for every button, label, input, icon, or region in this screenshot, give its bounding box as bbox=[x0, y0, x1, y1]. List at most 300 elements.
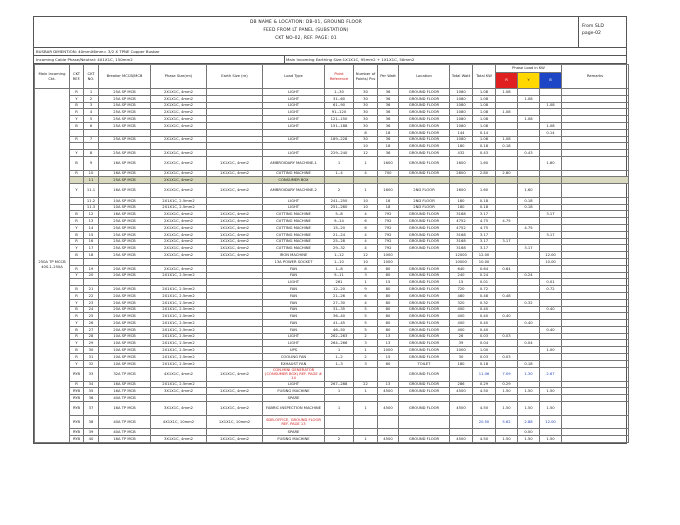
cell-phase-b bbox=[540, 395, 562, 402]
cell-phase-b: 0.72 bbox=[540, 286, 562, 293]
cell-phase-b: 1.50 bbox=[540, 435, 562, 442]
cell-total-watt bbox=[450, 429, 473, 436]
cell-ckt-no: 24 bbox=[84, 306, 99, 313]
cell-earth-size bbox=[207, 109, 263, 116]
cell-total-kw: 3.17 bbox=[473, 245, 496, 252]
cell-load-type: SDB-OFFICE, GROUND FLOOR REF. PAGE 13 bbox=[263, 415, 325, 429]
cell-breaker: 40A TP MCB bbox=[99, 395, 151, 402]
cell-location bbox=[399, 415, 450, 429]
cell-num-points: 8 bbox=[354, 129, 378, 136]
cell-remarks bbox=[562, 333, 629, 340]
cell-load-type: FUSING MACHINE bbox=[263, 435, 325, 442]
cell-phase-size: 2X1X1C, 2.5mm2 bbox=[151, 360, 207, 367]
cell-num-points: 8 bbox=[354, 265, 378, 272]
col-total-watt: Total Watt bbox=[450, 65, 473, 89]
col-per-watt: Per Watt bbox=[378, 65, 399, 89]
cell-location: GROUND FLOOR bbox=[399, 143, 450, 150]
table-row bbox=[35, 326, 629, 333]
table-row bbox=[35, 109, 629, 116]
table-row bbox=[35, 360, 629, 367]
cell-ckt-no: 20 bbox=[84, 272, 99, 279]
cell-load-type: LIGHT bbox=[263, 150, 325, 157]
cell-location: GROUND FLOOR bbox=[399, 272, 450, 279]
cell-remarks bbox=[562, 395, 629, 402]
cell-remarks bbox=[562, 109, 629, 116]
cell-remarks bbox=[562, 218, 629, 225]
cell-num-points: 12 bbox=[354, 252, 378, 259]
cell-phase-b bbox=[540, 95, 562, 102]
cell-total-kw: 0.32 bbox=[473, 299, 496, 306]
cell-phase-size: 2X1X1C, 2.5mm2 bbox=[151, 292, 207, 299]
cell-num-points: 10 bbox=[354, 143, 378, 150]
cell-total-kw: 0.29 bbox=[473, 381, 496, 388]
cell-ckt-no bbox=[84, 129, 99, 136]
cell-breaker: 10A SP MCB bbox=[99, 347, 151, 354]
cell-total-kw: 1.60 bbox=[473, 184, 496, 198]
cell-phase-b: 1.50 bbox=[540, 388, 562, 395]
cell-location: GROUND FLOOR bbox=[399, 102, 450, 109]
cell-load-type: FAN bbox=[263, 299, 325, 306]
cell-ckt-ref: RYB bbox=[70, 401, 84, 415]
table-row bbox=[35, 95, 629, 102]
cell-num-points: 3 bbox=[354, 340, 378, 347]
cell-remarks bbox=[562, 197, 629, 204]
cell-ckt-ref: B bbox=[70, 122, 84, 129]
cell-phase-b bbox=[540, 116, 562, 123]
cell-breaker: 10A SP MCB bbox=[99, 204, 151, 211]
cell-phase-y: 0.32 bbox=[518, 299, 540, 306]
cell-location: GROUND FLOOR bbox=[399, 109, 450, 116]
table-row bbox=[35, 347, 629, 354]
col-total-kw: Total KW bbox=[473, 65, 496, 89]
cell-phase-y bbox=[518, 265, 540, 272]
cell-earth-size: 1X1X1C, 4mm2 bbox=[207, 252, 263, 259]
cell-phase-y: 1.08 bbox=[518, 95, 540, 102]
cell-point-ref bbox=[325, 129, 354, 136]
cell-phase-r: 1.08 bbox=[496, 136, 518, 143]
cell-phase-size: 3X1X1C, 4mm2 bbox=[151, 401, 207, 415]
cell-phase-b bbox=[540, 184, 562, 198]
cell-remarks bbox=[562, 156, 629, 170]
table-row bbox=[35, 204, 629, 211]
cell-total-kw: 0.03 bbox=[473, 333, 496, 340]
cell-phase-y: 3.17 bbox=[518, 245, 540, 252]
cell-num-points bbox=[354, 177, 378, 184]
cell-phase-r bbox=[496, 320, 518, 327]
cell-breaker: 25A SP MCB bbox=[99, 231, 151, 238]
table-row bbox=[35, 272, 629, 279]
cell-phase-y: 0.18 bbox=[518, 204, 540, 211]
table-row bbox=[35, 381, 629, 388]
cell-ckt-no: 10 bbox=[84, 170, 99, 177]
cell-per-watt: 36 bbox=[378, 150, 399, 157]
cell-phase-size: 2X1X1C, 2.5mm2 bbox=[151, 272, 207, 279]
cell-remarks bbox=[562, 272, 629, 279]
cell-breaker: 25A SP MCB bbox=[99, 136, 151, 143]
cell-total-watt: 1080 bbox=[450, 122, 473, 129]
cell-phase-b: 0.01 bbox=[540, 279, 562, 286]
table-row bbox=[35, 320, 629, 327]
table-row bbox=[35, 354, 629, 361]
cell-per-watt: 792 bbox=[378, 218, 399, 225]
cell-load-type: EXHAUST FAN bbox=[263, 360, 325, 367]
cell-phase-y: 0.18 bbox=[518, 197, 540, 204]
cell-phase-size: 2X1X1C, 2.5mm2 bbox=[151, 197, 207, 204]
cell-ckt-no: 25 bbox=[84, 313, 99, 320]
cell-num-points: 6 bbox=[354, 218, 378, 225]
cell-load-type: FAN bbox=[263, 292, 325, 299]
cell-location: GROUND FLOOR bbox=[399, 265, 450, 272]
cell-remarks bbox=[562, 340, 629, 347]
cell-phase-y: 0.43 bbox=[518, 150, 540, 157]
cell-breaker: 25A SP MCB bbox=[99, 245, 151, 252]
cell-ckt-no: 11.2 bbox=[84, 197, 99, 204]
cell-num-points: 30 bbox=[354, 89, 378, 96]
cell-remarks bbox=[562, 286, 629, 293]
cell-earth-size bbox=[207, 354, 263, 361]
cell-total-watt: 30 bbox=[450, 354, 473, 361]
cell-phase-size: 2X1X1C, 4mm2 bbox=[151, 265, 207, 272]
cell-location: GROUND FLOOR bbox=[399, 354, 450, 361]
cell-num-points: 1 bbox=[354, 279, 378, 286]
cell-point-ref bbox=[325, 395, 354, 402]
cell-breaker: 25A SP MCB bbox=[99, 89, 151, 96]
col-phase-load: Phase Load in KW bbox=[496, 65, 562, 73]
cell-per-watt: 4500 bbox=[378, 388, 399, 395]
col-phase-r: R bbox=[496, 73, 518, 89]
cell-point-ref: 251--260 bbox=[325, 204, 354, 211]
cell-earth-size bbox=[207, 197, 263, 204]
cell-phase-r bbox=[496, 360, 518, 367]
cell-remarks bbox=[562, 367, 629, 381]
cell-total-watt: 640 bbox=[450, 265, 473, 272]
cell-earth-size bbox=[207, 272, 263, 279]
cell-phase-b: 0.40 bbox=[540, 306, 562, 313]
cell-phase-y: 1.50 bbox=[518, 388, 540, 395]
cell-total-watt bbox=[450, 177, 473, 184]
cell-location: GROUND FLOOR bbox=[399, 89, 450, 96]
cell-ckt-ref: Y bbox=[70, 272, 84, 279]
cell-phase-b bbox=[540, 143, 562, 150]
cell-per-watt bbox=[378, 395, 399, 402]
table-row bbox=[35, 136, 629, 143]
cell-breaker: 10A SP MCB bbox=[99, 354, 151, 361]
cell-per-watt: 1000 bbox=[378, 252, 399, 259]
cell-remarks bbox=[562, 360, 629, 367]
cell-earth-size: 1X1X1C, 4mm2 bbox=[207, 367, 263, 381]
cell-ckt-no: 1 bbox=[84, 89, 99, 96]
table-row bbox=[35, 156, 629, 170]
cell-ckt-ref: R bbox=[70, 381, 84, 388]
cell-num-points: 1 bbox=[354, 401, 378, 415]
cell-breaker: 25A SP MCB bbox=[99, 218, 151, 225]
cell-point-ref: 1 bbox=[325, 156, 354, 170]
cell-per-watt bbox=[378, 177, 399, 184]
cell-total-watt: 10000 bbox=[450, 258, 473, 265]
cell-num-points bbox=[354, 429, 378, 436]
cell-breaker: 25A SP MCB bbox=[99, 150, 151, 157]
cell-ckt-no: 34 bbox=[84, 381, 99, 388]
cell-point-ref: 25--28 bbox=[325, 238, 354, 245]
table-row bbox=[35, 218, 629, 225]
cell-phase-r bbox=[496, 245, 518, 252]
cell-total-kw: 1.00 bbox=[473, 347, 496, 354]
cell-per-watt: 13 bbox=[378, 333, 399, 340]
cell-phase-size: 2X1X1C, 2.5mm2 bbox=[151, 306, 207, 313]
cell-load-type: CUTTING MACHINE bbox=[263, 224, 325, 231]
cell-ckt-ref: RYB bbox=[70, 415, 84, 429]
cell-earth-size bbox=[207, 429, 263, 436]
col-ckt-ref: CKT REF. bbox=[70, 65, 84, 89]
cell-phase-size: 2X1X1C, 4mm2 bbox=[151, 177, 207, 184]
cell-total-watt: 180 bbox=[450, 197, 473, 204]
cell-phase-b bbox=[540, 292, 562, 299]
cell-num-points bbox=[354, 395, 378, 402]
cell-per-watt: 18 bbox=[378, 143, 399, 150]
cell-total-watt: 1000 bbox=[450, 347, 473, 354]
cell-point-ref bbox=[325, 143, 354, 150]
cell-location: GROUND FLOOR bbox=[399, 388, 450, 395]
cell-num-points: 30 bbox=[354, 122, 378, 129]
cell-ckt-no: 22 bbox=[84, 292, 99, 299]
cell-per-watt bbox=[378, 415, 399, 429]
title-line-1: DB NAME & LOCATION: DB-01, GROUND FLOOR bbox=[249, 20, 363, 25]
cell-total-watt: 3168 bbox=[450, 245, 473, 252]
cell-total-kw bbox=[473, 395, 496, 402]
cell-ckt-ref: B bbox=[70, 306, 84, 313]
cell-location: 2ND FLOOR bbox=[399, 204, 450, 211]
table-row bbox=[35, 388, 629, 395]
cell-breaker: 20A SP MCB bbox=[99, 286, 151, 293]
cell-phase-r: 0.29 bbox=[496, 381, 518, 388]
cell-total-watt: 1080 bbox=[450, 95, 473, 102]
cell-ckt-no: 8 bbox=[84, 150, 99, 157]
cell-ckt-no: 27 bbox=[84, 326, 99, 333]
cell-phase-r bbox=[496, 395, 518, 402]
cell-location: GROUND FLOOR bbox=[399, 231, 450, 238]
cell-phase-r: 1.50 bbox=[496, 401, 518, 415]
cell-ckt-no: 14 bbox=[84, 224, 99, 231]
cell-phase-r bbox=[496, 129, 518, 136]
cell-phase-r bbox=[496, 231, 518, 238]
cell-earth-size bbox=[207, 116, 263, 123]
cell-num-points: 10 bbox=[354, 197, 378, 204]
cell-remarks bbox=[562, 401, 629, 415]
cell-earth-size bbox=[207, 292, 263, 299]
cell-total-watt: 180 bbox=[450, 360, 473, 367]
cell-ckt-no: 11.3 bbox=[84, 204, 99, 211]
cell-num-points: 4 bbox=[354, 170, 378, 177]
table-row bbox=[35, 333, 629, 340]
cell-per-watt bbox=[378, 429, 399, 436]
cell-ckt-ref: RYB bbox=[70, 367, 84, 381]
cell-location: GROUND FLOOR bbox=[399, 299, 450, 306]
cell-point-ref: 5--8 bbox=[325, 211, 354, 218]
cell-breaker: 32A TP MCB bbox=[99, 367, 151, 381]
cell-phase-r bbox=[496, 184, 518, 198]
cell-remarks bbox=[562, 435, 629, 442]
cell-load-type: LIGHT bbox=[263, 279, 325, 286]
cell-per-watt: 36 bbox=[378, 89, 399, 96]
cell-breaker: 25A SP MCB bbox=[99, 109, 151, 116]
cell-phase-b: 3.17 bbox=[540, 231, 562, 238]
cell-phase-r: 0.03 bbox=[496, 354, 518, 361]
cell-total-watt: 4752 bbox=[450, 224, 473, 231]
cell-point-ref: 31--35 bbox=[325, 306, 354, 313]
cell-remarks bbox=[562, 313, 629, 320]
table-row bbox=[35, 150, 629, 157]
cell-num-points: 30 bbox=[354, 136, 378, 143]
cell-total-kw: 0.43 bbox=[473, 150, 496, 157]
col-earth-size: Earth Size (re) bbox=[207, 65, 263, 89]
cell-total-kw: 0.40 bbox=[473, 320, 496, 327]
cell-remarks bbox=[562, 177, 629, 184]
cell-earth-size bbox=[207, 395, 263, 402]
cell-point-ref bbox=[325, 415, 354, 429]
cell-breaker: 20A SP MCB bbox=[99, 292, 151, 299]
cell-earth-size bbox=[207, 95, 263, 102]
cell-remarks bbox=[562, 170, 629, 177]
cell-earth-size: 1X1X1C, 4mm2 bbox=[207, 238, 263, 245]
cell-phase-size: 2X1X1C, 2.5mm2 bbox=[151, 204, 207, 211]
cell-phase-size: 2X1X1C, 4mm2 bbox=[151, 218, 207, 225]
cell-location: GROUND FLOOR bbox=[399, 435, 450, 442]
table-row bbox=[35, 238, 629, 245]
cell-point-ref: 36--40 bbox=[325, 313, 354, 320]
cell-phase-r bbox=[496, 429, 518, 436]
cell-num-points: 22 bbox=[354, 381, 378, 388]
cell-location: GROUND FLOOR bbox=[399, 156, 450, 170]
cell-phase-b bbox=[540, 333, 562, 340]
cell-phase-b: 0.40 bbox=[540, 326, 562, 333]
cell-point-ref: 29--32 bbox=[325, 245, 354, 252]
cell-ckt-no: 5 bbox=[84, 116, 99, 123]
cell-point-ref: 9--11 bbox=[325, 272, 354, 279]
cell-ckt-no: 17 bbox=[84, 245, 99, 252]
cell-phase-y: 1.08 bbox=[518, 116, 540, 123]
cell-load-type: LIGHT bbox=[263, 204, 325, 211]
cell-ckt-ref bbox=[70, 197, 84, 204]
table-row bbox=[35, 116, 629, 123]
cell-ckt-ref: Y bbox=[70, 320, 84, 327]
cell-point-ref: 2 bbox=[325, 184, 354, 198]
cell-per-watt: 36 bbox=[378, 122, 399, 129]
cell-total-watt: 39 bbox=[450, 340, 473, 347]
cell-point-ref: 241--250 bbox=[325, 197, 354, 204]
cell-phase-y bbox=[518, 89, 540, 96]
cell-ckt-ref bbox=[70, 177, 84, 184]
cell-phase-r: 5.62 bbox=[496, 415, 518, 429]
cell-load-type: FABRIC INSPECTION MACHINE bbox=[263, 401, 325, 415]
cell-per-watt: 60 bbox=[378, 360, 399, 367]
cell-total-watt: 3168 bbox=[450, 238, 473, 245]
cell-load-type: LIGHT bbox=[263, 333, 325, 340]
col-phase-b: B bbox=[540, 73, 562, 89]
cell-phase-b bbox=[540, 381, 562, 388]
cell-location: GROUND FLOOR bbox=[399, 320, 450, 327]
cell-load-type: LIGHT bbox=[263, 89, 325, 96]
cell-total-kw: 1.08 bbox=[473, 102, 496, 109]
cell-earth-size bbox=[207, 136, 263, 143]
cell-phase-size bbox=[151, 129, 207, 136]
cell-earth-size bbox=[207, 204, 263, 211]
cell-phase-y bbox=[518, 306, 540, 313]
cell-phase-size: 3X1X1C, 4mm2 bbox=[151, 435, 207, 442]
cell-location: GROUND FLOOR bbox=[399, 286, 450, 293]
cell-phase-size: 2X1X1C, 4mm2 bbox=[151, 238, 207, 245]
cell-per-watt: 1000 bbox=[378, 258, 399, 265]
cell-num-points: 4 bbox=[354, 231, 378, 238]
main-earthing-info: Main Incoming Earthing Size:1X1X1C, 95mm2 + 1X1X1C, 50mm2 bbox=[286, 57, 415, 62]
sld-ref-line-1: From SLD bbox=[582, 24, 604, 29]
cell-per-watt: 80 bbox=[378, 313, 399, 320]
cell-ckt-no: 21 bbox=[84, 286, 99, 293]
cell-remarks bbox=[562, 136, 629, 143]
table-row bbox=[35, 340, 629, 347]
cell-phase-r: 0.40 bbox=[496, 313, 518, 320]
cell-total-kw: 2.80 bbox=[473, 170, 496, 177]
cell-phase-b bbox=[540, 429, 562, 436]
cell-location: GROUND FLOOR bbox=[399, 333, 450, 340]
cell-earth-size bbox=[207, 306, 263, 313]
cell-remarks bbox=[562, 129, 629, 136]
cell-total-watt: 4752 bbox=[450, 218, 473, 225]
cell-ckt-no: 32 bbox=[84, 360, 99, 367]
cell-earth-size bbox=[207, 265, 263, 272]
cell-load-type: LIGHT bbox=[263, 95, 325, 102]
cell-location: GROUND FLOOR bbox=[399, 129, 450, 136]
cell-phase-size bbox=[151, 258, 207, 265]
cell-load-type bbox=[263, 143, 325, 150]
cell-total-watt: 2800 bbox=[450, 170, 473, 177]
cell-total-kw: 3.17 bbox=[473, 211, 496, 218]
cell-phase-size: 2X1X1C, 4mm2 bbox=[151, 102, 207, 109]
cell-total-kw: 0.40 bbox=[473, 326, 496, 333]
cell-breaker: 25A SP MCB bbox=[99, 102, 151, 109]
cell-remarks bbox=[562, 381, 629, 388]
cell-ckt-ref: B bbox=[70, 286, 84, 293]
cell-point-ref: 1--30 bbox=[325, 89, 354, 96]
cell-point-ref: 31--60 bbox=[325, 95, 354, 102]
cell-total-watt: 320 bbox=[450, 299, 473, 306]
cell-total-kw: 1.08 bbox=[473, 136, 496, 143]
cell-phase-y bbox=[518, 122, 540, 129]
table-row bbox=[35, 231, 629, 238]
cell-earth-size: 1X1X1C, 4mm2 bbox=[207, 211, 263, 218]
cell-point-ref: 2 bbox=[325, 435, 354, 442]
cell-phase-b bbox=[540, 204, 562, 211]
cell-ckt-no: 16 bbox=[84, 238, 99, 245]
table-row bbox=[35, 306, 629, 313]
cell-earth-size: 1X1X1C, 4mm2 bbox=[207, 170, 263, 177]
cell-location: GROUND FLOOR bbox=[399, 238, 450, 245]
cell-phase-r bbox=[496, 224, 518, 231]
cell-num-points: 30 bbox=[354, 109, 378, 116]
cell-remarks bbox=[562, 116, 629, 123]
cell-total-watt: 400 bbox=[450, 306, 473, 313]
cell-total-watt: 1600 bbox=[450, 184, 473, 198]
cell-remarks bbox=[562, 102, 629, 109]
cell-per-watt: 80 bbox=[378, 292, 399, 299]
table-row bbox=[35, 184, 629, 198]
cell-earth-size bbox=[207, 102, 263, 109]
cell-load-type: LIGHT bbox=[263, 109, 325, 116]
cell-ckt-ref bbox=[70, 129, 84, 136]
cell-remarks bbox=[562, 299, 629, 306]
table-row bbox=[35, 170, 629, 177]
cell-load-type: FAN bbox=[263, 306, 325, 313]
cell-total-watt bbox=[450, 415, 473, 429]
